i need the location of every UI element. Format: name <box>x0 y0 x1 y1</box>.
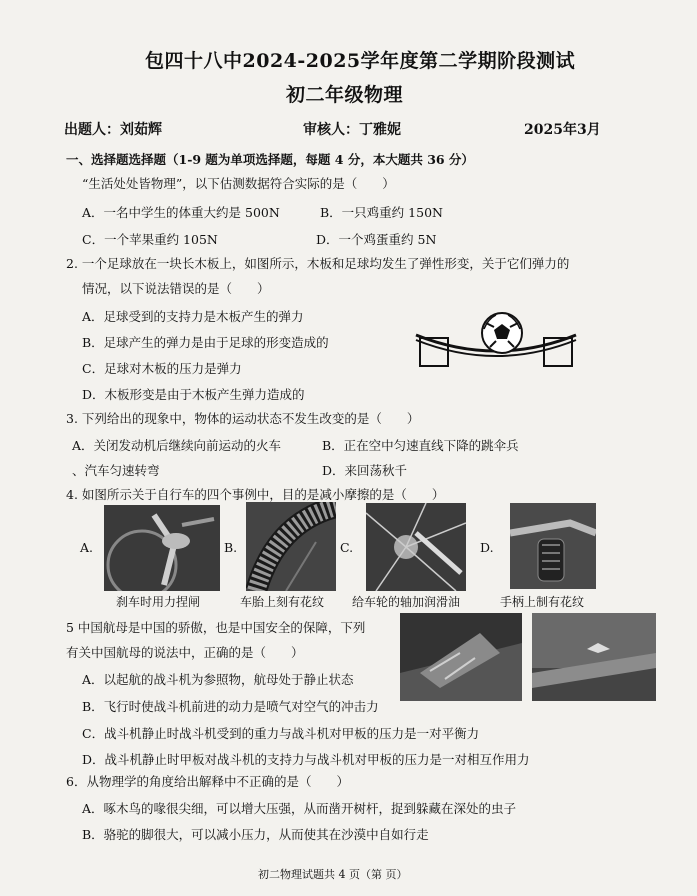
q4-stem: 4. 如图所示关于自行车的四个事例中，目的是减小摩擦的是（ ） <box>66 487 445 502</box>
q5-option-c: C．战斗机静止时战斗机受到的重力与战斗机对甲板的压力是一对平衡力 <box>82 726 480 741</box>
q5-stem-line1: 5 中国航母是中国的骄傲，也是中国安全的保障，下列 <box>66 620 366 635</box>
q4-label-d: D. <box>480 540 494 555</box>
brake-photo <box>104 505 220 591</box>
q4-caption-b: 车胎上刻有花纹 <box>240 595 325 609</box>
q4-caption-c: 给车轮的轴加润滑油 <box>352 595 461 609</box>
section-heading: 一、选择题选择题（1-9 题为单项选择题，每题 4 分，本大题共 36 分） <box>66 152 474 167</box>
carrier-photo-2 <box>532 613 656 701</box>
q3-option-d: D．来回荡秋千 <box>322 463 408 478</box>
tire-photo <box>246 502 336 591</box>
q5-stem-line2: 有关中国航母的说法中，正确的是（ ） <box>66 645 304 660</box>
q6-option-b: B．骆驼的脚很大，可以减小压力，从而使其在沙漠中自如行走 <box>82 827 429 842</box>
page-footer: 初二物理试题共 4 页（第 页） <box>258 868 408 881</box>
q4-caption-d: 手柄上制有花纹 <box>500 595 585 609</box>
reviewer-label: 审核人：丁雅妮 <box>303 122 401 138</box>
q2-option-d: D．木板形变是由于木板产生弹力造成的 <box>82 387 305 402</box>
q1-option-d: D．一个鸡蛋重约 5N <box>316 232 437 247</box>
q5-option-a: A．以起航的战斗机为参照物，航母处于静止状态 <box>82 672 354 687</box>
q3-option-b: B．正在空中匀速直线下降的跳伞兵 <box>322 438 519 453</box>
q1-stem: “生活处处皆物理”，以下估测数据符合实际的是（ ） <box>82 176 395 191</box>
q4-label-a: A. <box>80 540 94 555</box>
q4-caption-a: 刹车时用力捏闸 <box>116 595 201 609</box>
q3-option-c: 、汽车匀速转弯 <box>72 463 160 478</box>
q3-stem: 3. 下列给出的现象中，物体的运动状态不发生改变的是（ ） <box>66 411 420 426</box>
q1-option-a: A．一名中学生的体重大约是 500N <box>82 205 280 220</box>
q3-option-a: A．关闭发动机后继续向前运动的火车 <box>72 438 282 453</box>
q5-option-d: D．战斗机静止时甲板对战斗机的支持力与战斗机对甲板的压力是一对相互作用力 <box>82 752 530 767</box>
q2-option-c: C．足球对木板的压力是弹力 <box>82 361 242 376</box>
q1-option-b: B．一只鸡重约 150N <box>320 205 443 220</box>
carrier-photo-1 <box>400 613 522 701</box>
q4-label-c: C. <box>340 540 354 555</box>
q2-option-b: B．足球产生的弹力是由于足球的形变造成的 <box>82 335 329 350</box>
q2-stem-line1: 2. 一个足球放在一块长木板上，如图所示，木板和足球均发生了弹性形变，关于它们弹力的 <box>66 256 570 271</box>
exam-title: 包四十八中2024-2025学年度第二学期阶段测试 <box>145 50 576 72</box>
q2-option-a: A．足球受到的支持力是木板产生的弹力 <box>82 309 304 324</box>
q2-stem-line2: 情况，以下说法错误的是（ ） <box>82 281 270 296</box>
football-board-figure <box>410 305 580 375</box>
q6-option-a: A．啄木鸟的喙很尖细，可以增大压强，从而凿开树杆，捉到躲藏在深处的虫子 <box>82 801 517 816</box>
date-label: 2025年3月 <box>524 122 601 138</box>
q1-option-c: C．一个苹果重约 105N <box>82 232 218 247</box>
handle-photo <box>510 503 596 589</box>
q4-label-b: B. <box>224 540 238 555</box>
exam-subtitle: 初二年级物理 <box>286 84 404 106</box>
q5-option-b: B．飞行时使战斗机前进的动力是喷气对空气的冲击力 <box>82 699 379 714</box>
q6-stem: 6．从物理学的角度给出解释中不正确的是（ ） <box>66 774 349 789</box>
author-label: 出题人：刘茹辉 <box>64 122 162 138</box>
axle-photo <box>366 503 466 591</box>
